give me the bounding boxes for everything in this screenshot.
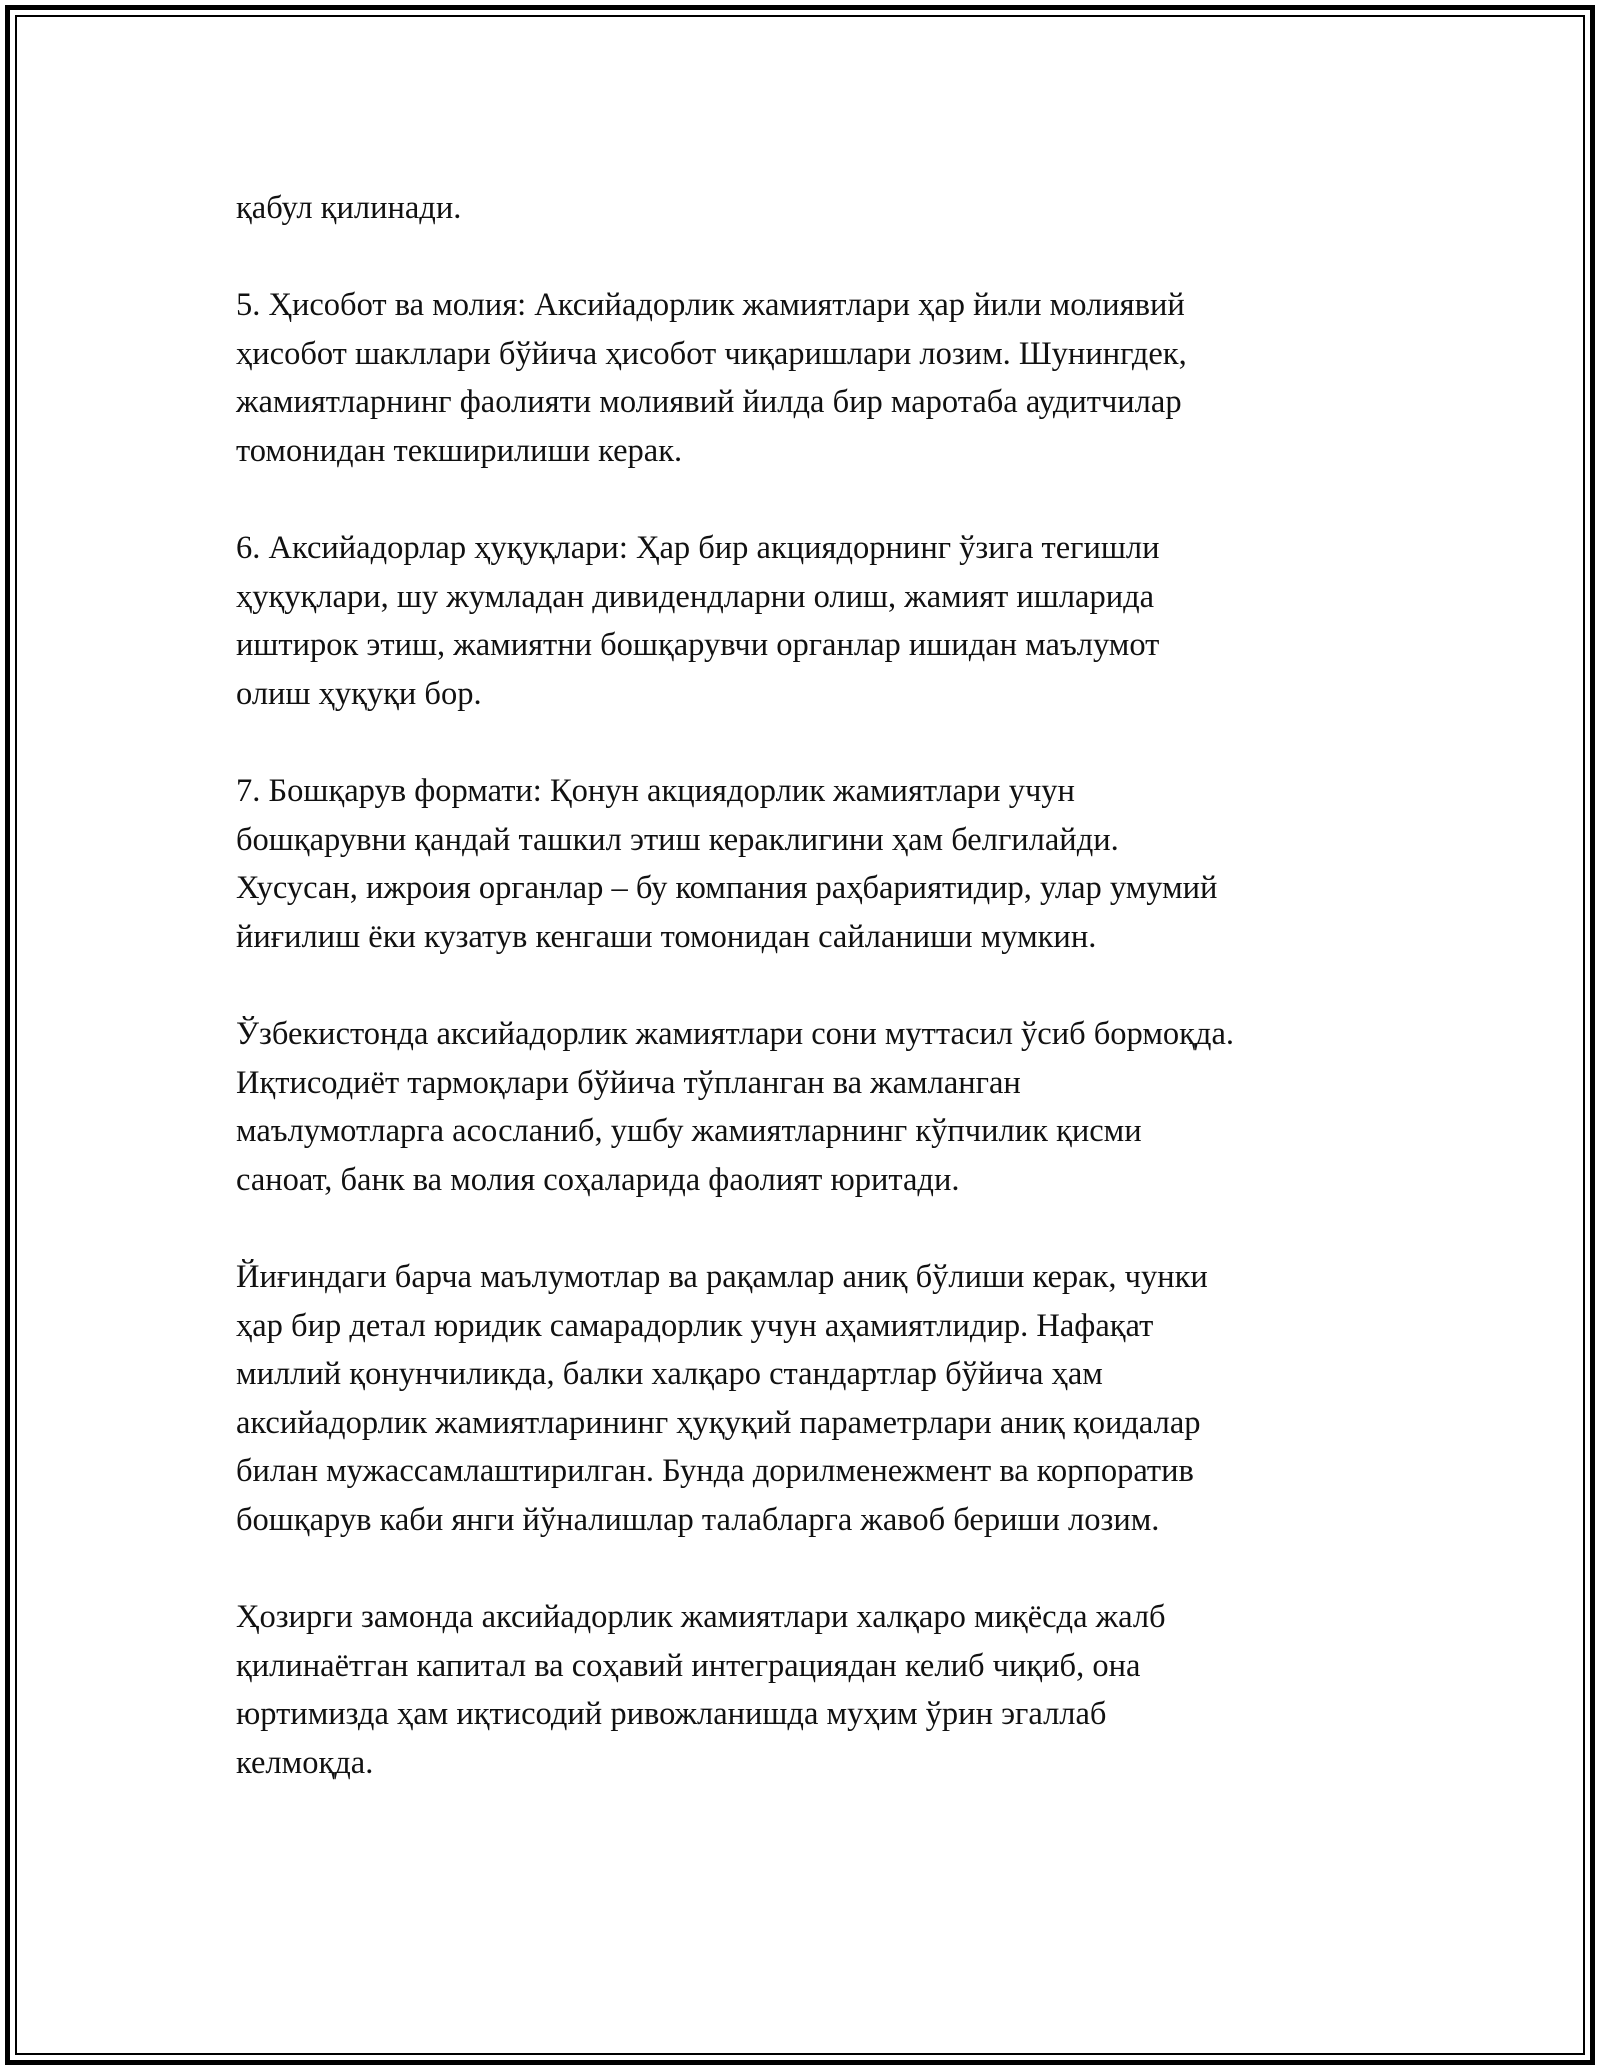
text-line: саноат, банк ва молия соҳаларида фаолият юритади. <box>236 1161 960 1198</box>
text-line: Ўзбекистонда аксийадорлик жамиятлари сони муттасил ўсиб бормоқда. <box>236 1016 1235 1053</box>
text-line: ҳуқуқлари, шу жумладан дивидендларни олиш, жамият ишларида <box>236 578 1155 615</box>
text-line: маълумотларга асосланиб, ушбу жамиятларнинг кўпчилик қисми <box>236 1113 1142 1150</box>
text-line: қилинаётган капитал ва соҳавий интеграциядан келиб чиқиб, она <box>236 1647 1141 1684</box>
document-body <box>236 184 1416 1836</box>
text-line: аксийадорлик жамиятларининг ҳуқуқий параметрлари аниқ қоидалар <box>236 1404 1201 1441</box>
text-line: 7. Бошқарув формати: Қонун акциядорлик жамиятлари учун <box>236 773 1075 810</box>
text-line: юртимизда ҳам иқтисодий ривожланишда муҳим ўрин эгаллаб <box>236 1696 1107 1733</box>
paragraph-item-7-governance <box>236 767 1416 961</box>
paragraph-data-accuracy <box>236 1253 1416 1545</box>
text-line: жамиятларнинг фаолияти молиявий йилда бир маротаба аудитчилар <box>236 384 1182 421</box>
text-line: йиғилиш ёки кузатув кенгаши томонидан сайланиши мумкин. <box>236 918 1097 955</box>
text-line: Ҳозирги замонда аксийадорлик жамиятлари халқаро миқёсда жалб <box>236 1599 1166 1636</box>
text-line: бошқарув каби янги йўналишлар талабларга жавоб бериши лозим. <box>236 1502 1160 1539</box>
text-line: томонидан текширилиши керак. <box>236 432 683 469</box>
paragraph-item-6-shareholder-rights <box>236 524 1416 718</box>
text-line: Иқтисодиёт тармоқлари бўйича тўпланган ва жамланган <box>236 1064 1021 1101</box>
text-line: 5. Ҳисобот ва молия: Аксийадорлик жамиятлари ҳар йили молиявий <box>236 287 1185 324</box>
text-line: 6. Аксийадорлар ҳуқуқлари: Ҳар бир акциядорнинг ўзига тегишли <box>236 530 1160 567</box>
text-line: ҳисобот шакллари бўйича ҳисобот чиқаришлари лозим. Шунингдек, <box>236 335 1187 372</box>
text-line: билан мужассамлаштирилган. Бунда дорилменежмент ва корпоратив <box>236 1453 1194 1490</box>
paragraph-conclusion <box>236 1593 1416 1787</box>
text-line: олиш ҳуқуқи бор. <box>236 675 482 712</box>
text-line: ҳар бир детал юридик самарадорлик учун аҳамиятлидир. Нафақат <box>236 1307 1154 1344</box>
text-line: келмоқда. <box>236 1745 374 1781</box>
text-line: Йиғиндаги барча маълумотлар ва рақамлар аниқ бўлиши керак, чунки <box>236 1259 1208 1296</box>
text-line: Хусусан, ижроия органлар – бу компания раҳбариятидир, улар умумий <box>236 870 1218 907</box>
text-line: бошқарувни қандай ташкил этиш кераклигини ҳам белгилайди. <box>236 821 1119 858</box>
text-line: қабул қилинади. <box>236 190 462 226</box>
paragraph-continuation <box>236 184 1416 233</box>
text-line: иштирок этиш, жамиятни бошқарувчи органлар ишидан маълумот <box>236 627 1160 664</box>
paragraph-uzbekistan-growth <box>236 1010 1416 1204</box>
text-line: миллий қонунчиликда, балки халқаро стандартлар бўйича ҳам <box>236 1356 1103 1393</box>
paragraph-item-5-reporting <box>236 281 1416 475</box>
